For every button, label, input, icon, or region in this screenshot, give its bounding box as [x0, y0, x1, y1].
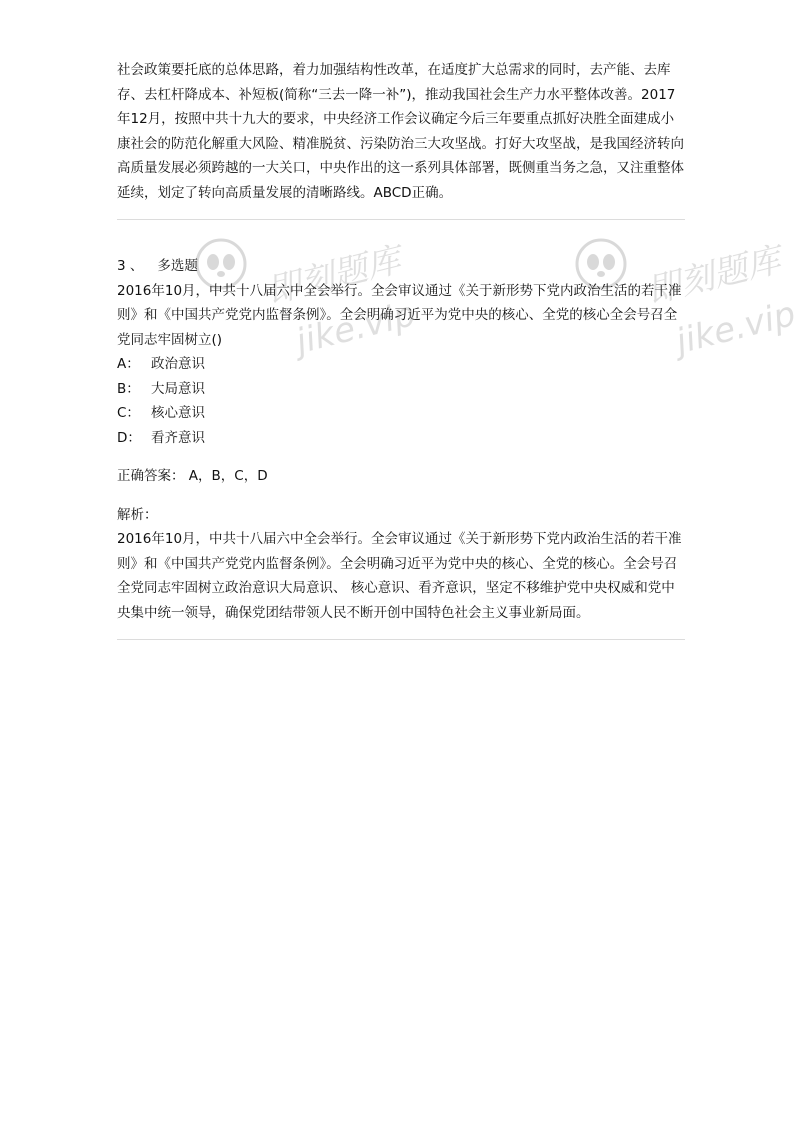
- question-header: [117, 254, 685, 279]
- option-key: B：: [117, 380, 140, 397]
- watermark-url: jike.vip: [671, 293, 800, 363]
- question-block: [117, 254, 685, 625]
- option-key: C：: [117, 405, 140, 421]
- option-text: 核心意识: [151, 405, 205, 421]
- analysis-label: 解析：: [117, 506, 158, 523]
- document-page: [117, 58, 685, 640]
- watermark-url: jike.vip: [291, 293, 420, 363]
- option-text: 大局意识: [151, 380, 205, 397]
- analysis-text: 2016年10月，中共十八届六中全会举行。全会审议通过《关于新形势下党内政治生活的若干准则》和《中国共产党党内监督条例》。全会明确习近平为党中央的核心、全党的核心。全会号召全党同志牢固树立政治意识大局意识、 核心意识、看齐意识，坚定不移维护党中央权威和党中央集中统一领导，确保党团结带领人民不断开创中国特色社会主义事业新局面。: [117, 531, 682, 621]
- question-stem: 2016年10月，中共十八届六中全会举行。全会审议通过《关于新形势下党内政治生活的若干准则》和《中国共产党党内监督条例》。全会明确习近平为党中央的核心、全党的核心全会号召全党同志牢固树立(): [117, 282, 682, 348]
- option-key: D：: [117, 429, 141, 446]
- question-number: 3 、: [117, 258, 144, 274]
- option-text: 看齐意识: [151, 429, 205, 446]
- option-c: [117, 401, 685, 426]
- watermark-brand: 即刻题库: [643, 240, 785, 312]
- option-key: A：: [117, 356, 140, 372]
- option-b: [117, 377, 685, 402]
- option-a: [117, 352, 685, 377]
- divider: [117, 639, 685, 640]
- correct-answer: 正确答案： A，B，C，D: [117, 468, 268, 484]
- divider: [117, 219, 685, 220]
- watermark-brand: 即刻题库: [263, 240, 405, 312]
- option-d: [117, 426, 685, 451]
- previous-explanation: 社会政策要托底的总体思路，着力加强结构性改革，在适度扩大总需求的同时，去产能、去库存、去杠杆降成本、补短板(简称“三去一降一补”)，推动我国社会生产力水平整体改善。2017 年12月，按照中共十九大的要求，中央经济工作会议确定今后三年要重点抓好决胜全面建成小康社会的防范化解重大风险、精准脱贫、污染防治三大攻坚战。打好大攻坚战，是我国经济转向高质量发展必须跨越的一大关口，中央作出的这一系列具体部署，既侧重当务之急，又注重整体延续，划定了转向高质量发展的清晰路线。ABCD正确。: [117, 62, 684, 201]
- question-type: 多选题: [157, 258, 198, 274]
- option-text: 政治意识: [151, 356, 205, 372]
